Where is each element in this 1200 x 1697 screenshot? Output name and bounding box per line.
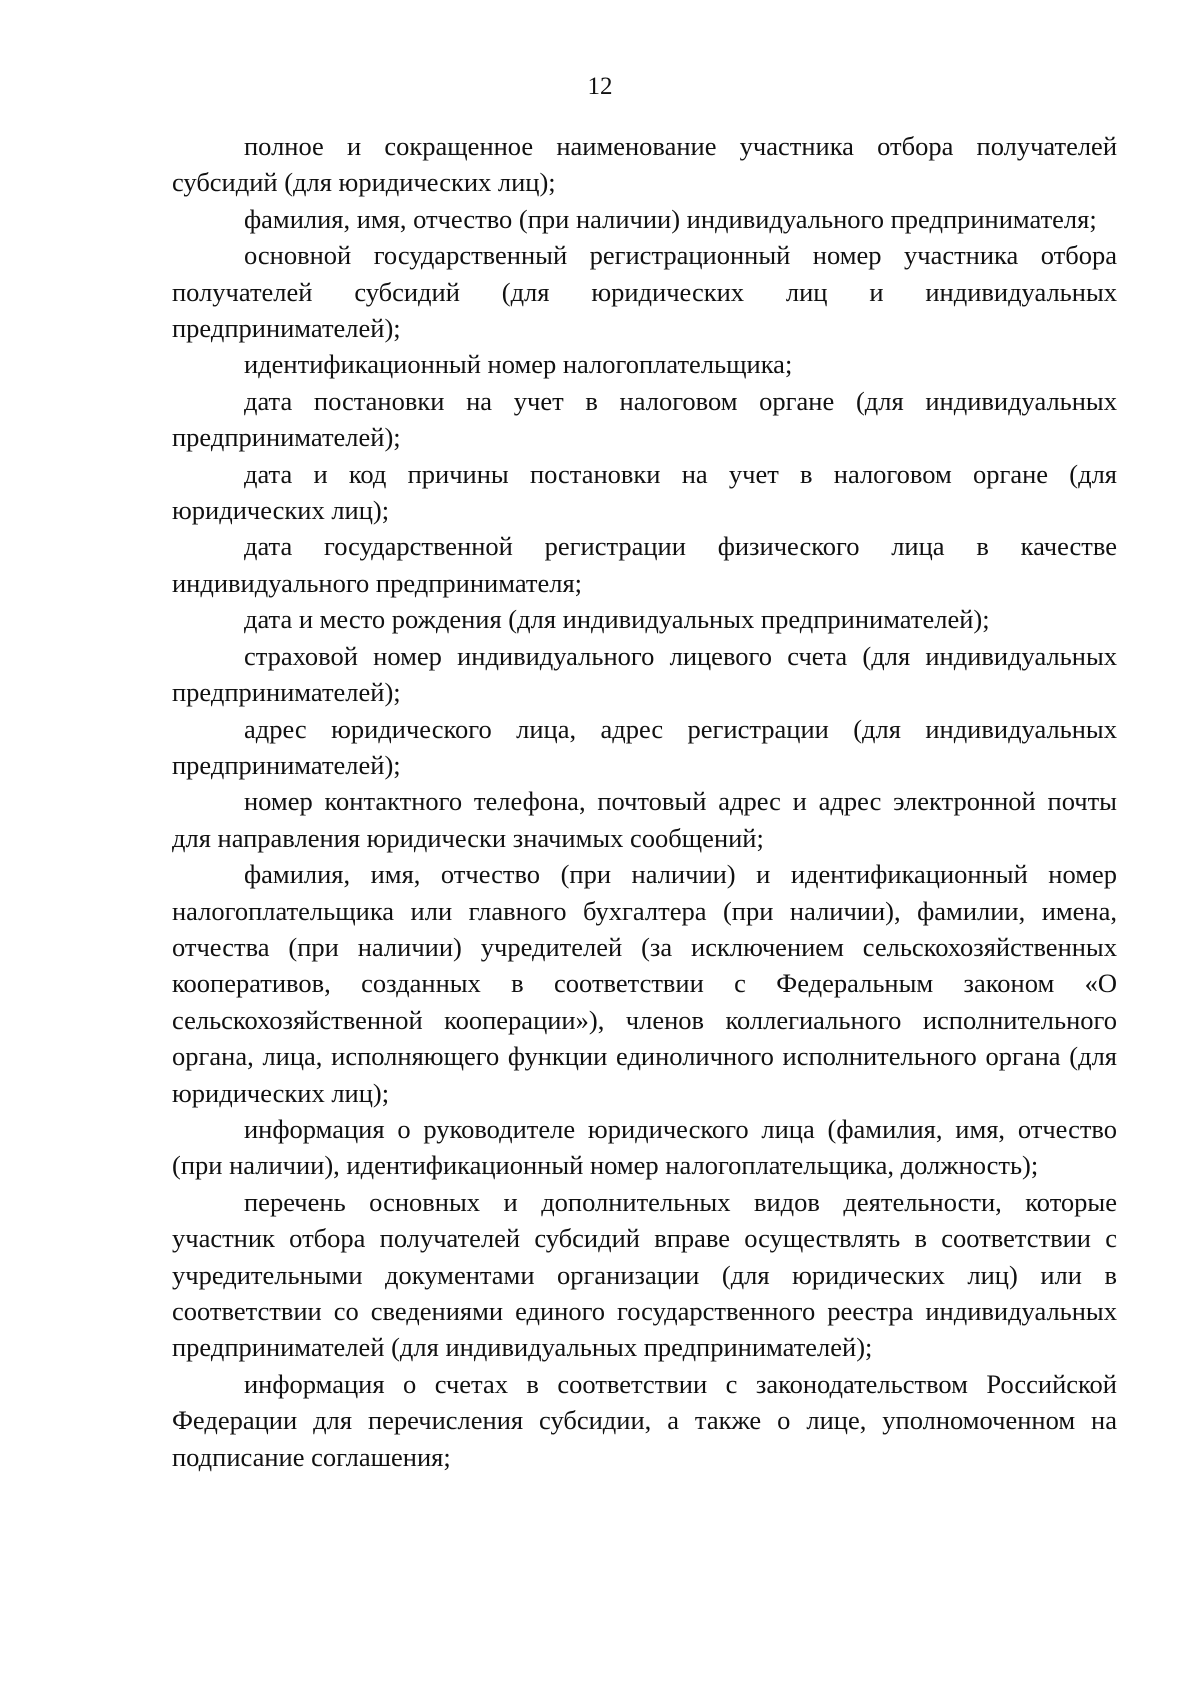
paragraph-activities: перечень основных и дополнительных видов деятельности, которые участник отбора получателей субсидий вправе осуществлять в соответствии с учредительными документами организации (для юридических лиц) или в соответствии со сведениями единого государственного реестра индивидуальных предпринимателей (для индивидуальных предпринимателей); bbox=[172, 1186, 1117, 1363]
paragraph-head-info: информация о руководителе юридического лица (фамилия, имя, отчество (при наличии), идентификационный номер налогоплательщика, должность); bbox=[172, 1113, 1117, 1181]
paragraph-contacts: номер контактного телефона, почтовый адрес и адрес электронной почты для направления юридически значимых сообщений; bbox=[172, 786, 1117, 853]
paragraph-snils: страховой номер индивидуального лицевого счета (для индивидуальных предпринимателей); bbox=[172, 640, 1117, 708]
paragraph-address: адрес юридического лица, адрес регистрации (для индивидуальных предпринимателей); bbox=[172, 713, 1117, 780]
paragraph-bank-accounts: информация о счетах в соответствии с законодательством Российской Федерации для перечисления субсидии, а также о лице, уполномоченном на подписание соглашения; bbox=[172, 1368, 1117, 1472]
paragraph-kpp: дата и код причины постановки на учет в налоговом органе (для юридических лиц); bbox=[172, 458, 1117, 526]
paragraph-inn: идентификационный номер налогоплательщика; bbox=[244, 349, 793, 380]
paragraph-ogrn: основной государственный регистрационный номер участника отбора получателей субсидий (для юридических лиц и индивидуальных предпринимателей); bbox=[172, 240, 1117, 344]
paragraph-founders: фамилия, имя, отчество (при наличии) и идентификационный номер налогоплательщика или главного бухгалтера (при наличии), фамилии, имена, отчества (при наличии) учредителей (за исключением сельскохозяйственных кооперативов, созданных в соответствии с Федеральным законом «О сельскохозяйственной кооперации»), членов коллегиального исполнительного органа, лица, исполняющего функции единоличного исполнительного органа (для юридических лиц); bbox=[172, 859, 1117, 1108]
paragraph-full-name: полное и сокращенное наименование участника отбора получателей субсидий (для юридических лиц); bbox=[172, 131, 1117, 198]
page-number: 12 bbox=[587, 73, 613, 100]
paragraph-tax-registration-date: дата постановки на учет в налоговом органе (для индивидуальных предпринимателей); bbox=[172, 385, 1117, 453]
paragraph-state-registration-date: дата государственной регистрации физического лица в качестве индивидуального предпринимателя; bbox=[172, 531, 1117, 598]
paragraph-entrepreneur-name: фамилия, имя, отчество (при наличии) индивидуального предпринимателя; bbox=[244, 203, 1097, 234]
body-text bbox=[172, 128, 1117, 1475]
paragraph-birth-date-place: дата и место рождения (для индивидуальных предпринимателей); bbox=[244, 604, 990, 635]
